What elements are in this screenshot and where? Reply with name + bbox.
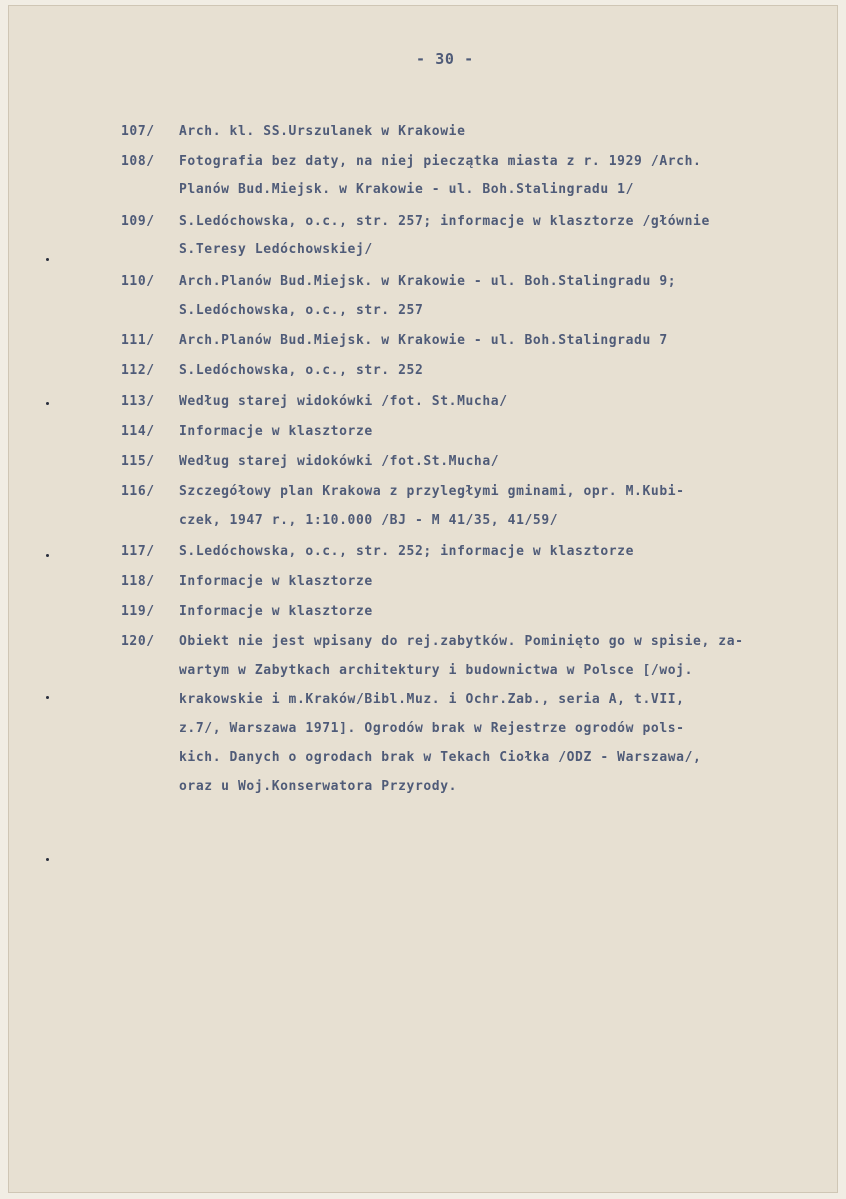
margin-speck [46,258,49,261]
footnote-text: S.Ledóchowska, o.c., str. 257 [179,303,424,318]
page-number: - 30 - [416,50,474,68]
footnote-text: oraz u Woj.Konserwatora Przyrody. [179,779,458,794]
footnote-text: z.7/, Warszawa 1971]. Ogrodów brak w Rejestrze ogrodów pols- [179,721,685,736]
footnote-text: Informacje w klasztorze [179,604,373,619]
footnote-text: Arch. kl. SS.Urszulanek w Krakowie [179,124,466,139]
footnote-number: 114/ [121,424,155,439]
footnote-text: S.Ledóchowska, o.c., str. 257; informacje w klasztorze /głównie [179,214,710,229]
footnote-text: kich. Danych o ogrodach brak w Tekach Ciołka /ODZ - Warszawa/, [179,750,702,765]
footnote-number: 109/ [121,214,155,229]
document-page [8,5,838,1193]
footnote-number: 117/ [121,544,155,559]
footnote-text: Według starej widokówki /fot. St.Mucha/ [179,394,508,409]
footnote-number: 108/ [121,154,155,169]
footnote-number: 119/ [121,604,155,619]
margin-speck [46,858,49,861]
footnote-number: 112/ [121,363,155,378]
footnote-text: Informacje w klasztorze [179,424,373,439]
footnote-text: Szczegółowy plan Krakowa z przyległymi gminami, opr. M.Kubi- [179,484,685,499]
footnote-text: Informacje w klasztorze [179,574,373,589]
footnote-text: wartym w Zabytkach architektury i budownictwa w Polsce [/woj. [179,663,694,678]
footnote-text: Arch.Planów Bud.Miejsk. w Krakowie - ul. Boh.Stalingradu 7 [179,333,668,348]
footnote-number: 120/ [121,634,155,649]
footnote-number: 107/ [121,124,155,139]
footnote-text: S.Teresy Ledóchowskiej/ [179,242,373,257]
footnote-text: Arch.Planów Bud.Miejsk. w Krakowie - ul. Boh.Stalingradu 9; [179,274,677,289]
footnote-number: 111/ [121,333,155,348]
footnote-number: 113/ [121,394,155,409]
margin-speck [46,696,49,699]
footnote-number: 110/ [121,274,155,289]
footnote-text: Fotografia bez daty, na niej pieczątka miasta z r. 1929 /Arch. [179,154,702,169]
footnote-text: Planów Bud.Miejsk. w Krakowie - ul. Boh.Stalingradu 1/ [179,182,635,197]
margin-speck [46,402,49,405]
footnote-number: 118/ [121,574,155,589]
footnote-text: S.Ledóchowska, o.c., str. 252 [179,363,424,378]
footnote-text: Obiekt nie jest wpisany do rej.zabytków. Pominięto go w spisie, za- [179,634,744,649]
footnote-text: Według starej widokówki /fot.St.Mucha/ [179,454,500,469]
footnote-text: krakowskie i m.Kraków/Bibl.Muz. i Ochr.Zab., seria A, t.VII, [179,692,685,707]
footnote-text: S.Ledóchowska, o.c., str. 252; informacje w klasztorze [179,544,635,559]
margin-speck [46,554,49,557]
footnote-text: czek, 1947 r., 1:10.000 /BJ - M 41/35, 41/59/ [179,513,559,528]
footnote-number: 115/ [121,454,155,469]
footnote-number: 116/ [121,484,155,499]
